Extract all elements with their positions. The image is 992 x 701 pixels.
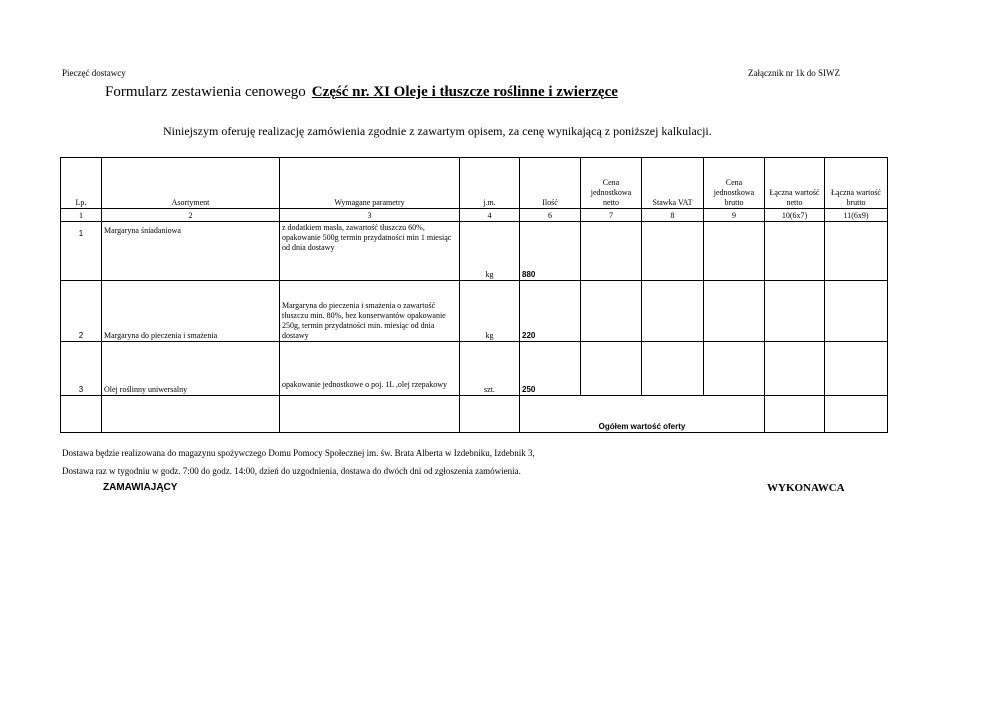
intro-text: Niniejszym oferuję realizację zamówienia zgodnie z zawartym opisem, za cenę wynikającą z poniższej kalkulacji. <box>163 124 712 138</box>
col-number: 2 <box>102 209 280 222</box>
col-header-assortment: Asortyment <box>102 158 280 209</box>
col-number: 3 <box>280 209 460 222</box>
row-unit-gross-price-cell[interactable] <box>704 222 765 281</box>
row-total-gross-cell[interactable] <box>825 342 888 396</box>
annex-label: Załącznik nr 1k do SIWZ <box>748 68 840 78</box>
delivery-note-2: Dostawa raz w tygodniu w godz. 7:00 do godz. 14:00, dzień do uzgodnienia, dostawa do dwóch dni od zgłoszenia zamówienia. <box>62 466 521 476</box>
grand-total-gross-cell[interactable] <box>825 396 888 433</box>
total-empty-cell <box>102 396 280 433</box>
row-unit-net-price-cell[interactable] <box>581 281 642 342</box>
table-row <box>61 222 888 281</box>
row-unit-gross-price-cell[interactable] <box>704 281 765 342</box>
col-number: 7 <box>581 209 642 222</box>
total-empty-cell <box>460 396 520 433</box>
supplier-stamp-label: Pieczęć dostawcy <box>62 68 126 78</box>
row-lp: 1 <box>61 222 102 281</box>
total-empty-cell <box>61 396 102 433</box>
form-title <box>105 84 618 101</box>
row-lp: 2 <box>61 281 102 342</box>
col-header-parameters: Wymagane parametry <box>280 158 460 209</box>
table-header-row <box>61 158 888 209</box>
row-quantity: 880 <box>520 222 581 281</box>
col-header-vat-rate: Stawka VAT <box>642 158 704 209</box>
row-parameters: z dodatkiem masła, zawartość tłuszczu 60%, opakowanie 500g termin przydatności min 1 miesiąc od dnia dostawy <box>280 222 460 281</box>
row-total-net-cell[interactable] <box>765 222 825 281</box>
delivery-note-1: Dostawa będzie realizowana do magazynu spożywczego Domu Pomocy Społecznej im. św. Brata Alberta w Izdebniku, Izdebnik 3, <box>62 448 535 458</box>
row-vat-rate-cell[interactable] <box>642 222 704 281</box>
total-row <box>61 396 888 433</box>
col-header-lp: Lp. <box>61 158 102 209</box>
total-label: Ogółem wartość oferty <box>520 396 765 433</box>
column-number-row <box>61 209 888 222</box>
table-row <box>61 281 888 342</box>
row-unit-net-price-cell[interactable] <box>581 342 642 396</box>
row-lp: 3 <box>61 342 102 396</box>
row-assortment: Olej roślinny uniwersalny <box>102 342 280 396</box>
col-number: 1 <box>61 209 102 222</box>
row-unit: kg <box>460 281 520 342</box>
price-table <box>60 157 888 433</box>
col-number: 9 <box>704 209 765 222</box>
row-total-gross-cell[interactable] <box>825 281 888 342</box>
col-header-unit-gross-price: Cena jednostkowa brutto <box>704 158 765 209</box>
col-number: 11(6x9) <box>825 209 888 222</box>
row-assortment: Margaryna śniadaniowa <box>102 222 280 281</box>
row-parameters: Margaryna do pieczenia i smażenia o zawartość tłuszczu min. 80%, bez konserwantów opakowanie 250g, termin przydatności min. miesiąc od dnia dostawy <box>280 281 460 342</box>
row-unit: szt. <box>460 342 520 396</box>
col-number: 10(6x7) <box>765 209 825 222</box>
orderer-signature-label: ZAMAWIAJĄCY <box>103 482 178 493</box>
row-quantity: 250 <box>520 342 581 396</box>
row-total-net-cell[interactable] <box>765 281 825 342</box>
row-parameters: opakowanie jednostkowe o poj. 1L ,olej rzepakowy <box>280 342 460 396</box>
row-vat-rate-cell[interactable] <box>642 342 704 396</box>
row-quantity: 220 <box>520 281 581 342</box>
total-empty-cell <box>280 396 460 433</box>
row-unit-net-price-cell[interactable] <box>581 222 642 281</box>
col-header-unit-net-price: Cena jednostkowa netto <box>581 158 642 209</box>
row-vat-rate-cell[interactable] <box>642 281 704 342</box>
row-unit: kg <box>460 222 520 281</box>
col-header-total-net: Łączna wartość netto <box>765 158 825 209</box>
form-title-part: Część nr. XI Oleje i tłuszcze roślinne i zwierzęce <box>311 84 618 100</box>
row-assortment: Margaryna do pieczenia i smażenia <box>102 281 280 342</box>
grand-total-net-cell[interactable] <box>765 396 825 433</box>
col-header-unit: j.m. <box>460 158 520 209</box>
col-number: 4 <box>460 209 520 222</box>
row-total-net-cell[interactable] <box>765 342 825 396</box>
col-header-quantity: Ilość <box>520 158 581 209</box>
table-row <box>61 342 888 396</box>
row-unit-gross-price-cell[interactable] <box>704 342 765 396</box>
col-header-total-gross: Łączna wartość brutto <box>825 158 888 209</box>
row-total-gross-cell[interactable] <box>825 222 888 281</box>
col-number: 8 <box>642 209 704 222</box>
contractor-signature-label: WYKONAWCA <box>767 482 845 494</box>
form-title-prefix: Formularz zestawienia cenowego <box>105 84 306 100</box>
col-number: 6 <box>520 209 581 222</box>
